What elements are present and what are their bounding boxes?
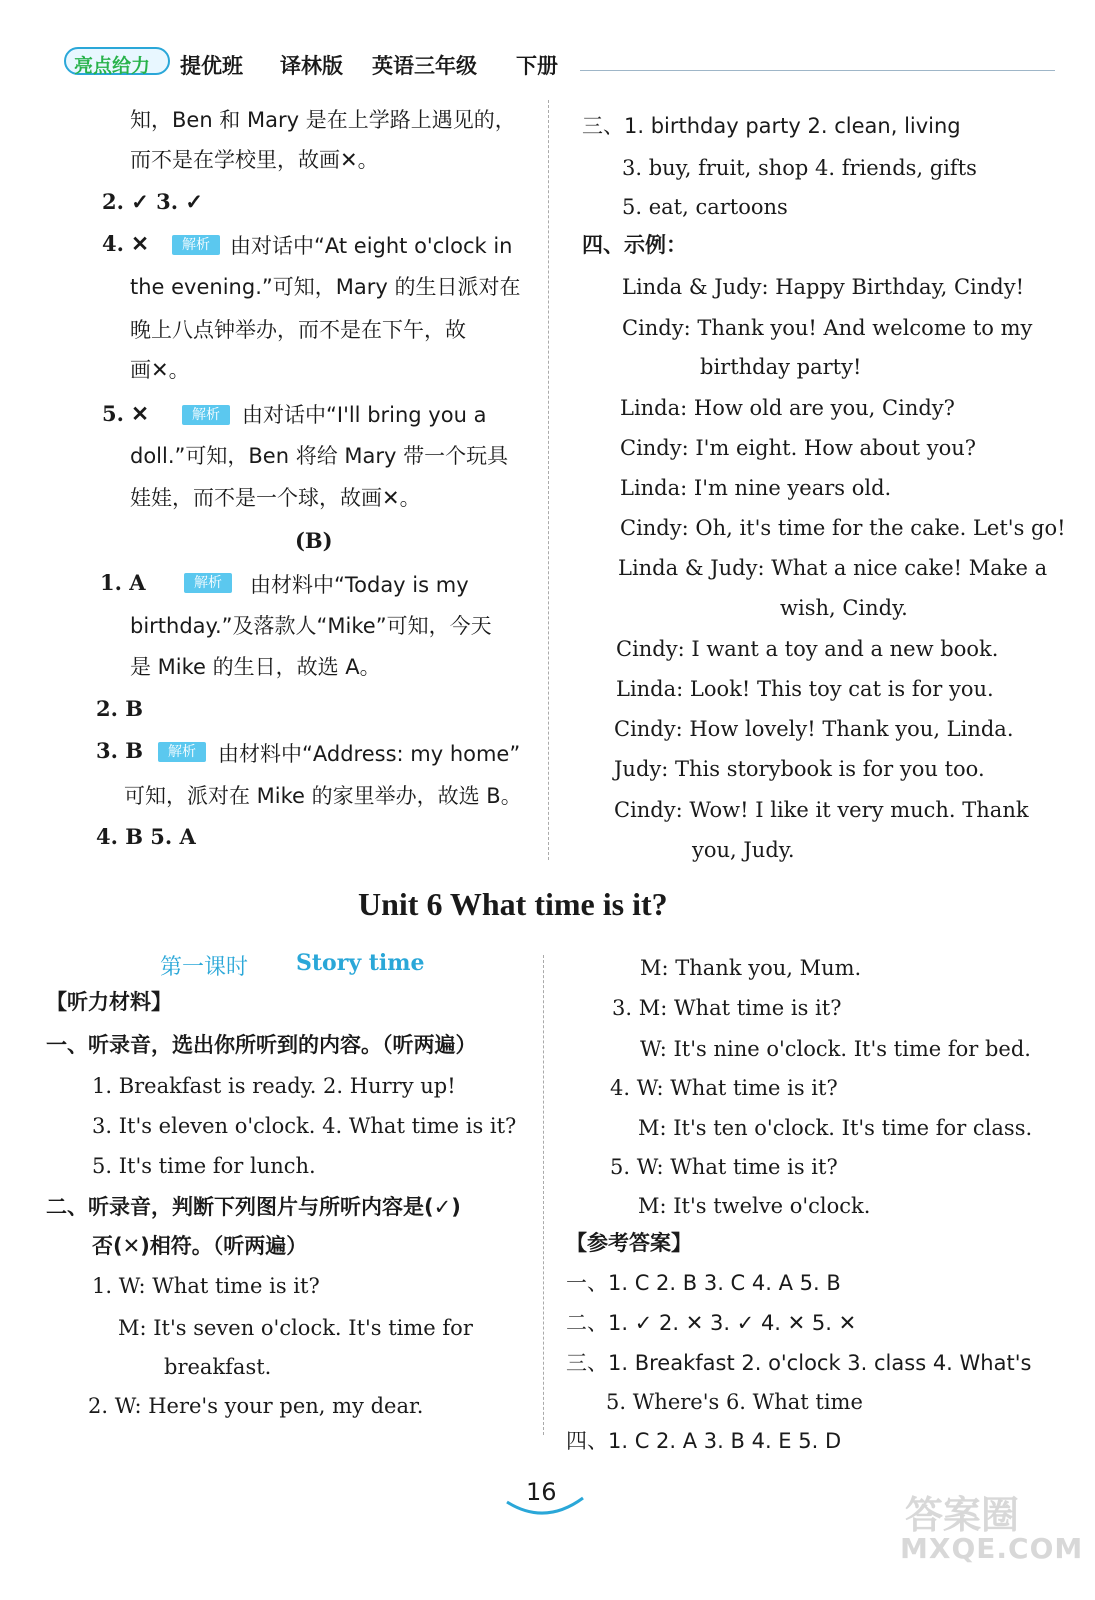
- column-divider-bottom: [543, 955, 544, 1435]
- dialogue-line: Linda & Judy: What a nice cake! Make a: [618, 556, 1048, 580]
- text-line: 知，Ben 和 Mary 是在上学路上遇见的，: [130, 108, 516, 132]
- volume-label: 下册: [516, 54, 558, 78]
- text-line: 由材料中“Today is my: [250, 573, 469, 597]
- dialogue-line: M: Thank you, Mum.: [640, 956, 862, 980]
- brand-name: 提优班: [180, 54, 243, 78]
- text-line: birthday.”及落款人“Mike”可知，今天: [130, 614, 492, 638]
- answer-line: 三、1. Breakfast 2. o'clock 3. class 4. What's: [566, 1351, 1032, 1375]
- dialogue-line: Linda: How old are you, Cindy?: [620, 396, 955, 420]
- dialogue-line: Linda: I'm nine years old.: [620, 476, 892, 500]
- dialogue-line: Linda: Look! This toy cat is for you.: [616, 677, 994, 701]
- dialogue-line: Cindy: Thank you! And welcome to my: [622, 316, 1033, 340]
- dialogue-line: Cindy: Wow! I like it very much. Thank: [614, 798, 1029, 822]
- text-line: 是 Mike 的生日，故选 A。: [130, 655, 381, 679]
- dialogue-line: 1. W: What time is it?: [92, 1274, 320, 1298]
- text-line: 而不是在学校里，故画✕。: [130, 148, 379, 172]
- section-heading: 【参考答案】: [566, 1231, 692, 1255]
- text-line: 可知，派对在 Mike 的家里举办，故选 B。: [124, 784, 522, 808]
- text-line: 娃娃，而不是一个球，故画✕。: [130, 486, 421, 510]
- answer-line: 2. ✓ 3. ✓: [102, 189, 203, 214]
- analysis-tag: 解析: [172, 235, 220, 255]
- question-heading: 一、听录音，选出你所听到的内容。（听两遍）: [46, 1033, 477, 1057]
- text-line: 画✕。: [130, 358, 190, 382]
- dialogue-line: Cindy: I'm eight. How about you?: [620, 436, 977, 460]
- dialogue-line: birthday party!: [700, 355, 862, 379]
- question-heading: 二、听录音，判断下列图片与所听内容是(✓): [46, 1195, 461, 1219]
- dialogue-line: Judy: This storybook is for you too.: [614, 757, 985, 781]
- text-line: doll.”可知，Ben 将给 Mary 带一个玩具: [130, 444, 509, 468]
- section-label: (B): [295, 528, 333, 553]
- dialogue-line: 4. W: What time is it?: [610, 1076, 838, 1100]
- analysis-tag: 解析: [182, 405, 230, 425]
- lesson-name: Story time: [296, 950, 425, 976]
- answer-item: 3. B: [96, 738, 143, 763]
- dialogue-line: M: It's seven o'clock. It's time for: [118, 1316, 473, 1340]
- answer-line: 5. Where's 6. What time: [606, 1390, 863, 1414]
- dialogue-line: 2. W: Here's your pen, my dear.: [88, 1394, 424, 1418]
- text-line: 1. Breakfast is ready. 2. Hurry up!: [92, 1074, 456, 1098]
- dialogue-line: 3. M: What time is it?: [612, 996, 842, 1020]
- analysis-tag: 解析: [158, 742, 206, 762]
- text-line: 5. It's time for lunch.: [92, 1154, 316, 1178]
- answer-line: 三、1. birthday party 2. clean, living: [582, 114, 961, 138]
- text-line: 由材料中“Address: my home”: [218, 742, 521, 766]
- dialogue-line: M: It's twelve o'clock.: [638, 1194, 871, 1218]
- text-line: 3. It's eleven o'clock. 4. What time is it?: [92, 1114, 517, 1138]
- analysis-tag: 解析: [184, 573, 232, 593]
- section-label: 四、示例：: [582, 233, 687, 257]
- question-heading: 否(✕)相符。（听两遍）: [92, 1234, 308, 1258]
- dialogue-line: wish, Cindy.: [780, 596, 908, 620]
- page-number: 16: [526, 1478, 557, 1506]
- dialogue-line: breakfast.: [164, 1355, 272, 1379]
- unit-title: Unit 6 What time is it?: [358, 886, 668, 922]
- text-line: 由对话中“I'll bring you a: [242, 403, 487, 427]
- dialogue-line: you, Judy.: [692, 838, 795, 862]
- dialogue-line: M: It's ten o'clock. It's time for class.: [638, 1116, 1033, 1140]
- answer-line: 四、1. C 2. A 3. B 4. E 5. D: [566, 1429, 842, 1453]
- answer-item: 2. B: [96, 696, 143, 721]
- answer-item: 4. ✕: [102, 231, 149, 256]
- answer-line: 一、1. C 2. B 3. C 4. A 5. B: [566, 1271, 841, 1295]
- lesson-number: 第一课时: [160, 955, 249, 980]
- dialogue-line: Cindy: I want a toy and a new book.: [616, 637, 999, 661]
- answer-item: 1. A: [100, 570, 146, 595]
- answer-line: 4. B 5. A: [96, 824, 196, 849]
- edition-label: 译林版: [280, 54, 343, 78]
- section-heading: 【听力材料】: [46, 990, 172, 1014]
- subject-label: 英语三年级: [372, 54, 477, 78]
- dialogue-line: 5. W: What time is it?: [610, 1155, 838, 1179]
- dialogue-line: Cindy: How lovely! Thank you, Linda.: [614, 717, 1014, 741]
- text-line: the evening.”可知，Mary 的生日派对在: [130, 275, 521, 299]
- header-rule: [580, 70, 1055, 71]
- text-line: 由对话中“At eight o'clock in: [230, 234, 513, 258]
- watermark-url: MXQE.COM: [900, 1532, 1084, 1565]
- page-swoosh: [505, 1496, 585, 1520]
- answer-line: 二、1. ✓ 2. ✕ 3. ✓ 4. ✕ 5. ✕: [566, 1311, 857, 1335]
- text-line: 晚上八点钟举办，而不是在下午，故: [130, 318, 466, 342]
- dialogue-line: W: It's nine o'clock. It's time for bed.: [640, 1037, 1031, 1061]
- answer-line: 3. buy, fruit, shop 4. friends, gifts: [622, 156, 977, 180]
- column-divider-top: [548, 100, 549, 860]
- watermark-logo: 答案圈: [905, 1493, 1020, 1537]
- answer-line: 5. eat, cartoons: [622, 195, 788, 219]
- answer-item: 5. ✕: [102, 401, 149, 426]
- series-logo: 亮点给力: [64, 47, 170, 75]
- dialogue-line: Linda & Judy: Happy Birthday, Cindy!: [622, 275, 1025, 299]
- dialogue-line: Cindy: Oh, it's time for the cake. Let's go!: [620, 516, 1066, 540]
